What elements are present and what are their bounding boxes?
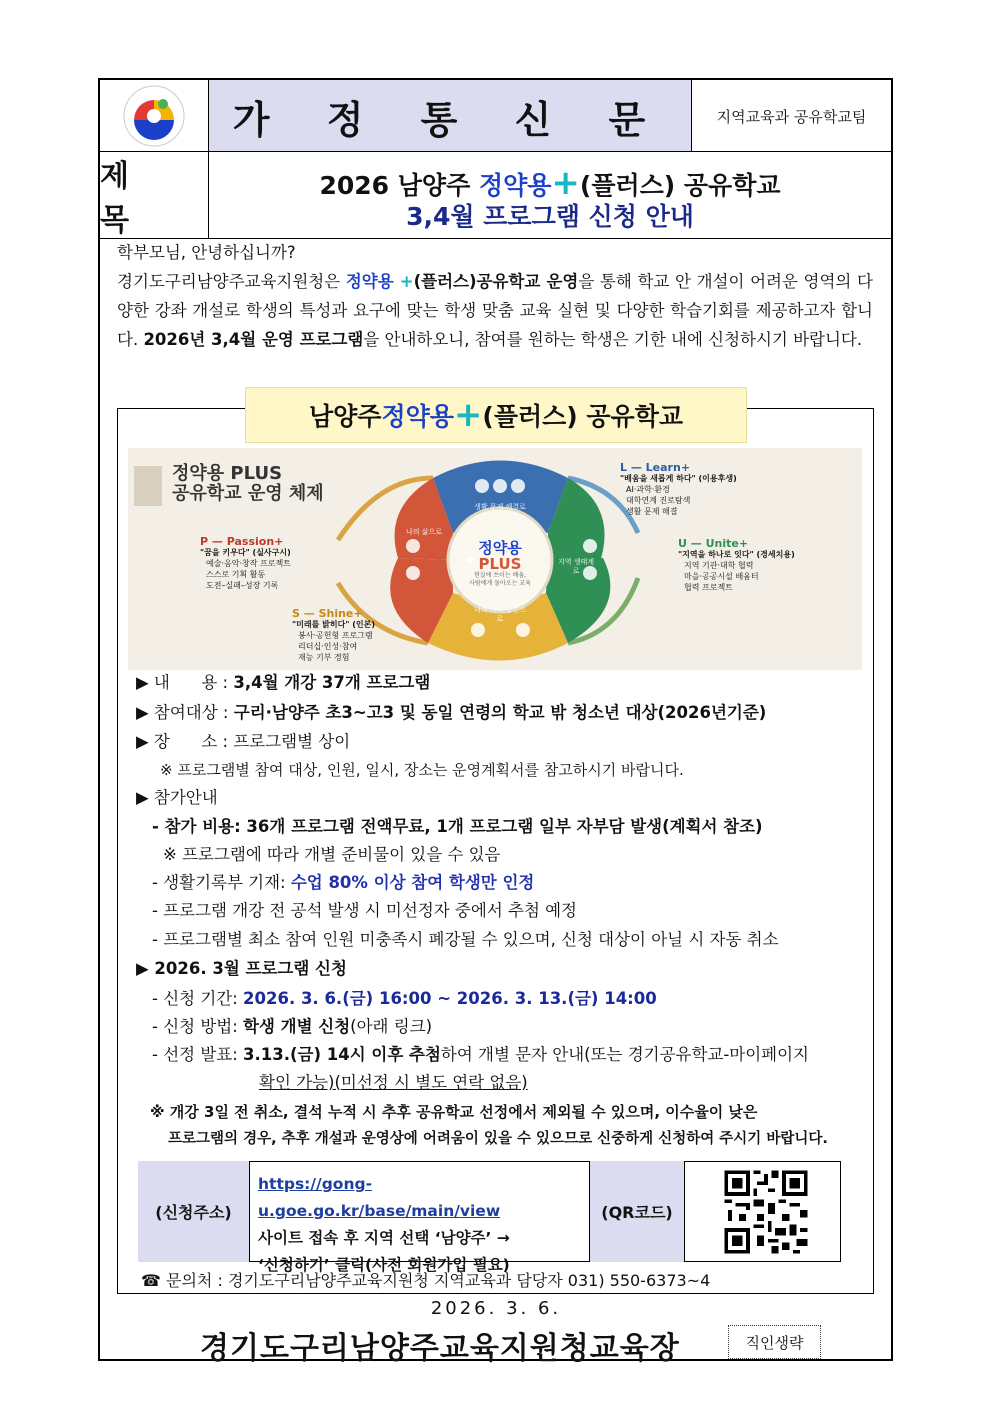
cancel-line: - 프로그램별 최소 참여 인원 미충족시 폐강될 수 있으며, 신청 대상이 아닐 시 자동 취소 [152, 930, 779, 949]
intro-brand: 정약용 [345, 272, 400, 291]
method-label: - 신청 방법: [152, 1017, 244, 1036]
select-note: (미선정 시 별도 연락 없음) [334, 1073, 528, 1092]
intro-text: 경기도구리남양주교육지원청은 [117, 272, 346, 291]
unite-item: 마을·공공시설 배움터 [684, 572, 759, 581]
intro-text: 을 안내하오니, 참여를 원하는 학생은 기한 내에 신청하시기 바랍니다. [363, 330, 863, 349]
unite-title: U — Unite+ [678, 537, 749, 550]
content-line [136, 672, 430, 694]
shine-item: 봉사·공헌형 프로그램 [298, 631, 373, 640]
passion-item: 도전–실패–성장 기록 [206, 581, 279, 590]
method-line [152, 1016, 432, 1038]
center-caption: 사람에게 돌아오는 교육 [469, 580, 531, 587]
target-label: ▶ 참여대상 : [136, 703, 234, 722]
place-line [136, 731, 350, 753]
svg-text:●: ● [466, 555, 473, 564]
learn-sub: "배움을 새롭게 하다" (이용후생) [620, 474, 737, 483]
period-value: 2026. 3. 6.(금) 16:00 ~ 2026. 3. 13.(금) 14:00 [243, 989, 657, 1008]
subject-suffix: (플러스) 공유학교 [579, 171, 781, 200]
learn-block [620, 462, 850, 517]
document-title: 가 정 통 신 문 [209, 80, 692, 152]
passion-block [200, 536, 380, 591]
learn-item: 생활 문제 해결 [626, 507, 678, 516]
center-circle [454, 540, 546, 588]
infographic-title-line: 정약용 PLUS [172, 463, 283, 484]
banner-suffix: (플러스) 공유학교 [482, 402, 683, 431]
place-value: 프로그램별 상이 [233, 732, 351, 751]
unite-block [678, 538, 858, 593]
learn-item: 대학연계 진로탐색 [626, 496, 691, 505]
intro-emphasis: 2026년 3,4월 운영 프로그램 [143, 330, 364, 349]
unite-sub: "지역을 하나로 잇다" (경세치용) [678, 550, 795, 559]
method-note: (아래 링크) [350, 1017, 433, 1036]
education-office-logo [100, 80, 209, 152]
center-caption: 현실에 쓰이는 배움, [473, 572, 527, 579]
address-label: (신청주소) [138, 1161, 250, 1262]
select-label: - 선정 발표: [152, 1045, 244, 1064]
petal-label-left: 나의 삶으로 [405, 528, 443, 536]
petal-label-top: 생활 문제 해결로 [474, 503, 526, 511]
passion-item: 예술·음악·창작 프로젝트 [206, 559, 291, 568]
fee-note: ※ 프로그램에 따라 개별 준비물이 있을 수 있음 [163, 845, 501, 864]
select-value: 3.13.(금) 14시 이후 추첨 [243, 1045, 441, 1064]
intro-plus-text: (플러스) [413, 272, 477, 291]
plus-icon: + [453, 395, 483, 435]
warning-line: ※ 개강 3일 전 취소, 결석 누적 시 추후 공유학교 선정에서 제외될 수 있으며, 이수율이 낮은 [150, 1103, 758, 1121]
qr-code-icon[interactable] [716, 1167, 816, 1257]
operation-system-infographic [128, 448, 862, 670]
passion-item: 스스로 기획 활동 [206, 570, 266, 579]
period-label: - 신청 기간: [152, 989, 244, 1008]
select-line [152, 1044, 809, 1066]
learn-item: AI·과학·환경 [626, 485, 670, 494]
address-cell [250, 1161, 590, 1274]
infographic-title-line: 공유학교 운영 체제 [172, 483, 324, 504]
qr-cell [685, 1161, 841, 1262]
subject-prefix: 2026 남양주 [319, 171, 479, 200]
qr-label: (QR코드) [590, 1161, 685, 1262]
content-label: ▶ 내 용 : [136, 673, 234, 692]
period-line [152, 988, 657, 1010]
logo-cell [100, 80, 209, 152]
shine-item: 재능 기부 경험 [298, 653, 350, 662]
petal-label-right: 지역 생태계로 [557, 558, 595, 575]
intro-text: 을 통해 학교 안 개설이 어려운 영역의 다양한 강좌 개설로 학생의 특성과 요구에 맞는 학생 맞춤 교육 실현 및 다양한 학습기회를 제공하고자 합니다. [117, 272, 873, 349]
shine-sub: "미래를 밝히다" (인본) [292, 620, 376, 629]
shine-title: S — Shine+ [292, 607, 363, 620]
greeting: 학부모님, 안녕하십니까? [117, 243, 296, 262]
select-text: 하여 개별 문자 안내(또는 경기공유학교-마이페이지 [440, 1045, 809, 1064]
subject-brand: 정약용 [478, 171, 552, 200]
apply-link[interactable]: https://gong-u.goe.go.kr/base/main/view [258, 1175, 501, 1220]
intro-emphasis: 공유학교 운영 [476, 272, 579, 291]
method-value: 학생 개별 신청 [243, 1017, 351, 1036]
subject-line2: 3,4월 프로그램 신청 안내 [406, 202, 694, 231]
issuer-name: 경기도구리남양주교육지원청교육장 [200, 1331, 680, 1366]
subject-label: 제 목 [100, 152, 209, 238]
fee-line: - 참가 비용: 36개 프로그램 전액무료, 1개 프로그램 일부 자부담 발생(계획서 참조) [152, 817, 763, 836]
intro-paragraph [117, 238, 873, 354]
subject-title [209, 152, 891, 238]
passion-sub: "꿈을 키우다" (실사구시) [200, 548, 291, 557]
infographic-title [172, 464, 324, 504]
guide-label: ▶ 참가안내 [136, 788, 218, 807]
unite-item: 지역 기관·대학 협력 [684, 561, 754, 570]
banner-brand: 정약용 [381, 402, 454, 431]
plus-icon: + [399, 272, 414, 291]
record-value: 수업 80% 이상 참여 학생만 인정 [290, 873, 535, 892]
contact-info: ☎ 문의처 : 경기도구리남양주교육지원청 지역교육과 담당자 031) 550-6373~4 [141, 1271, 711, 1290]
seal-omitted: 직인생략 [728, 1325, 821, 1359]
department-name: 지역교육과 공유학교팀 [716, 107, 867, 126]
unite-item: 협력 프로젝트 [684, 583, 733, 592]
cancel-line: - 프로그램 개강 전 공석 발생 시 미선정자 중에서 추첨 예정 [152, 901, 577, 920]
select-line-2 [259, 1072, 528, 1094]
place-label: ▶ 장 소 : [136, 732, 234, 751]
shine-block [292, 608, 472, 663]
shine-item: 리더십·인성·참여 [298, 642, 358, 651]
center-title: 정약용 [478, 539, 522, 557]
plus-icon: + [551, 163, 580, 203]
place-note: ※ 프로그램별 참여 대상, 인원, 일시, 장소는 운영계획서를 참고하시기 바랍니다. [160, 761, 684, 779]
banner-prefix: 남양주 [308, 402, 382, 431]
passion-title: P — Passion+ [200, 535, 284, 548]
content-value: 3,4월 개강 37개 프로그램 [233, 673, 431, 692]
warning-line: 프로그램의 경우, 추후 개설과 운영상에 어려움이 있을 수 있으므로 신중하게 신청하여 주시기 바랍니다. [168, 1131, 828, 1147]
target-line [136, 702, 766, 724]
program-banner [245, 387, 747, 443]
apply-instruction: ‘신청하기’ 클릭(사전 회원가입 필요) [258, 1256, 510, 1274]
center-plus: PLUS [478, 555, 522, 573]
record-line [152, 872, 534, 894]
apply-instruction: 사이트 접속 후 지역 선택 ‘남양주’ → [258, 1229, 510, 1247]
record-label: - 생활기록부 기재: [152, 873, 291, 892]
issue-date: 2026. 3. 6. [430, 1298, 562, 1319]
select-text: 확인 가능) [259, 1073, 335, 1092]
learn-title: L — Learn+ [620, 461, 691, 474]
target-value: 구리·남양주 초3~고3 및 동일 연령의 학교 밖 청소년 대상(2026년기준) [233, 703, 767, 722]
apply-label: ▶ 2026. 3월 프로그램 신청 [136, 959, 347, 978]
petal-label-bottom: 나의 가치 발견으로 [474, 606, 526, 623]
